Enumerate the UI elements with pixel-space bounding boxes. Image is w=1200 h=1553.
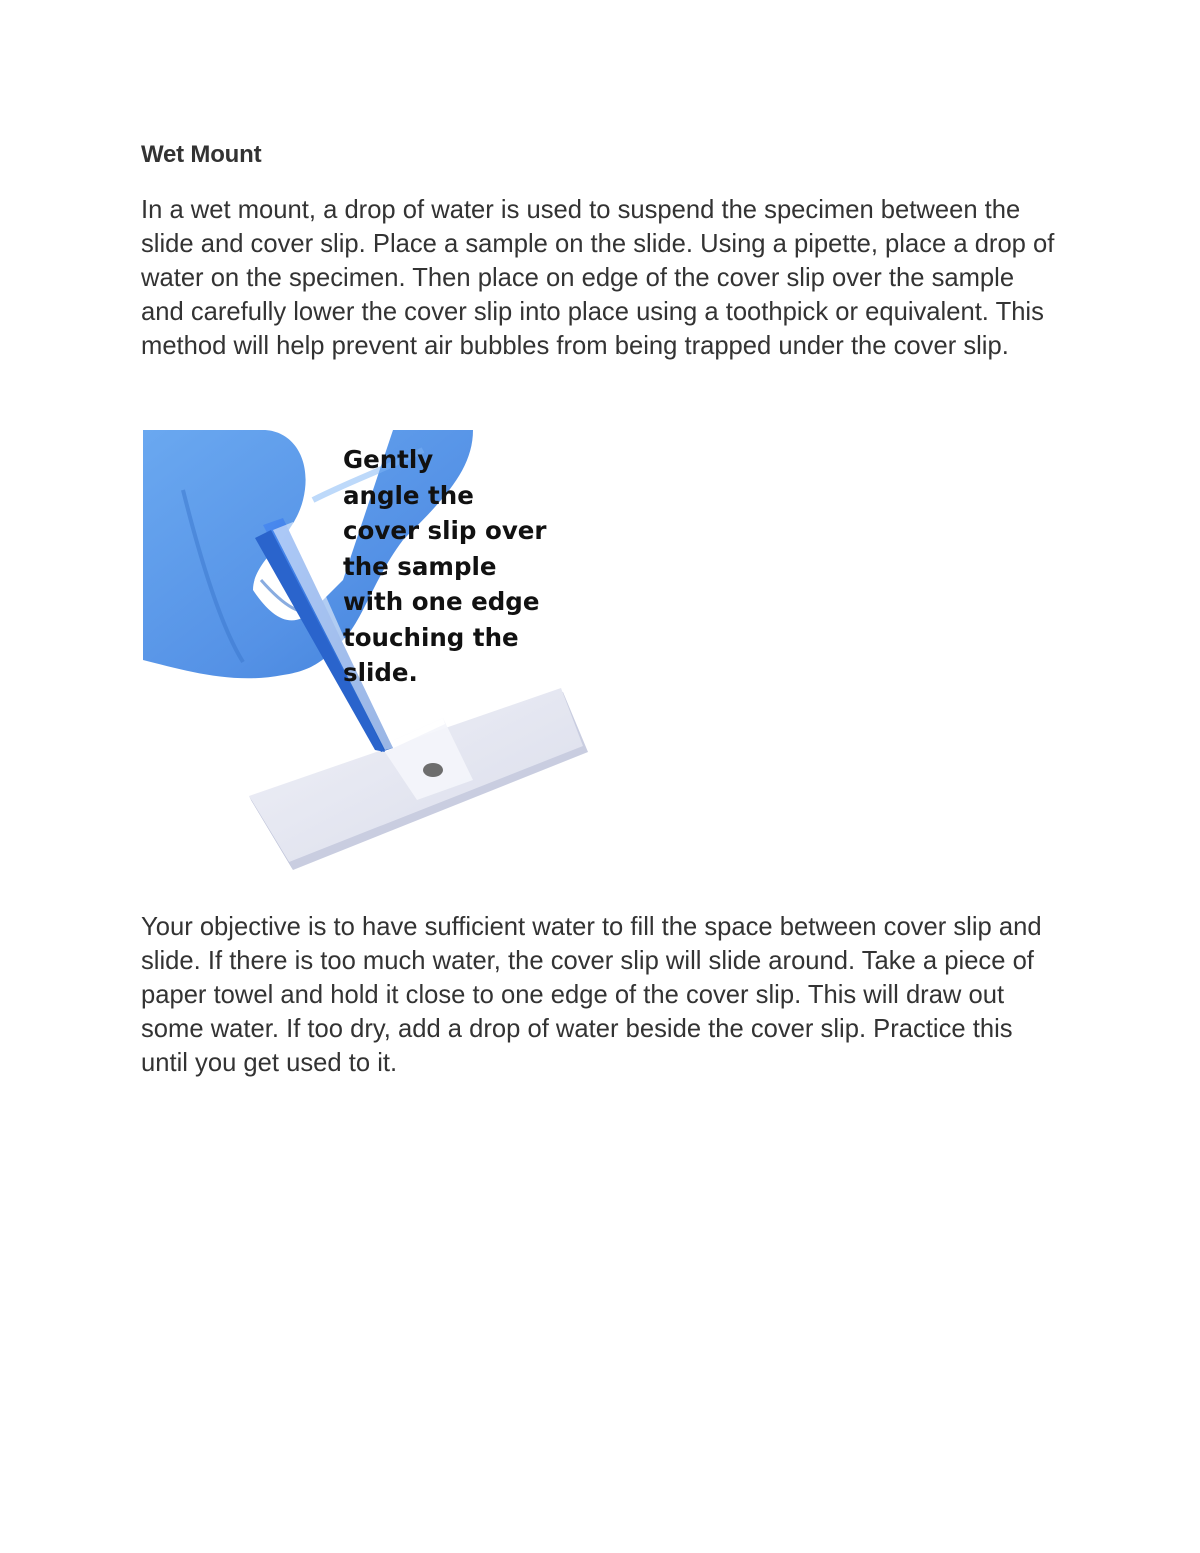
intro-paragraph: In a wet mount, a drop of water is used to suspend the specimen between the slide and cover slip. Place a sample on the slide. Using a pipette, place a drop of water on the specimen. Then place on edge of the cover slip over the sample and carefully lower the cover slip into place using a toothpick or equivalent. This method will help prevent air bubbles from being trapped under the cover slip. xyxy=(141,196,1055,360)
figure-callout: Gently angle the cover slip over the sample with one edge touching the slide. xyxy=(343,445,547,687)
specimen xyxy=(423,763,443,777)
objective-paragraph: Your objective is to have sufficient water to fill the space between cover slip and slide. If there is too much water, the cover slip will slide around. Take a piece of paper towel and hold it close to one edge of the cover slip. This will draw out some water. If too dry, add a drop of water beside the cover slip. Practice this until you get used to it. xyxy=(141,913,1042,1077)
section-heading: Wet Mount xyxy=(141,141,262,168)
wet-mount-figure xyxy=(143,430,593,875)
